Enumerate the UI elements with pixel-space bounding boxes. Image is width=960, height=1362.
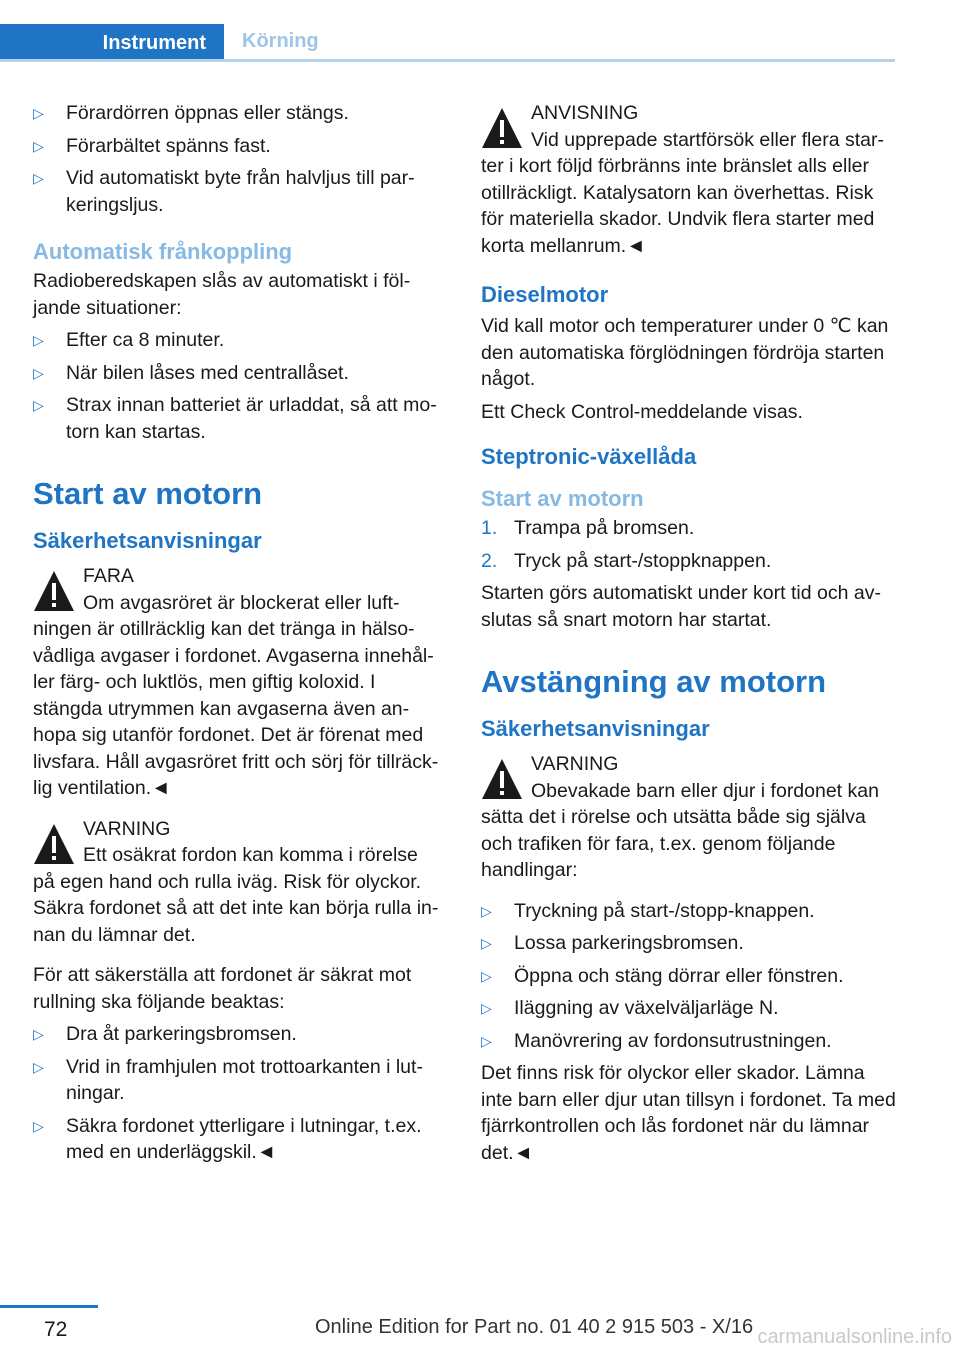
- tab-instrument[interactable]: Instrument: [0, 24, 224, 62]
- notice: [481, 100, 896, 259]
- bullet-list-2: [33, 327, 448, 445]
- notice-text: ter i kort följd förbränns inte bränslet alls eller otillräckligt. Katalysatorn kan överhettas. Risk för materiella skador. Undvik flera starter med korta mellanrum.◄: [481, 155, 875, 257]
- bullet-icon: ▷: [33, 170, 44, 186]
- bullet-icon: ▷: [33, 1026, 44, 1042]
- steptronic-heading: Steptronic-växellåda: [481, 444, 697, 469]
- bullet-icon: ▷: [481, 935, 492, 951]
- list-item: ▷ Vid automatiskt byte från halvljus till par-keringsljus.: [33, 167, 415, 216]
- warning-text-line1: Obevakade barn eller djur i fordonet kan: [531, 779, 879, 802]
- warning-text: sätta det i rörelse och utsätta både sig själva och trafiken för fara, t.ex. genom följande handlingar:: [481, 806, 866, 881]
- tab-korning[interactable]: Körning: [242, 30, 319, 52]
- start-steps: [481, 515, 896, 574]
- bullet-icon: ▷: [481, 967, 492, 984]
- bullet-icon: ▷: [33, 364, 44, 381]
- check-control-text: Ett Check Control-meddelande visas.: [481, 400, 803, 423]
- safety-heading: Säkerhetsanvisningar: [33, 528, 262, 553]
- warning-notice: [481, 751, 896, 884]
- left-column: [33, 100, 448, 1172]
- list-item: ▷ Förardörren öppnas eller stängs.: [33, 100, 448, 127]
- diesel-heading: Dieselmotor: [481, 282, 609, 307]
- list-item: ▷ Manövrering av fordonsutrustningen.: [481, 1028, 896, 1055]
- list-item: ▷ Dra åt parkeringsbromsen.: [33, 1021, 448, 1048]
- bullet-icon: ▷: [33, 137, 44, 154]
- edition-text: Online Edition for Part no. 01 40 2 915 503 - X/16: [315, 1316, 754, 1338]
- step-item: 2. Tryck på start-/stoppknappen.: [481, 548, 896, 575]
- bullet-icon: ▷: [481, 1000, 492, 1016]
- bullet-list-3: [33, 1021, 448, 1166]
- bullet-list-actions: [481, 898, 896, 1055]
- step-item: 1. Trampa på bromsen.: [481, 515, 896, 542]
- auto-disconnect-heading: Automatisk frånkoppling: [33, 239, 293, 264]
- bullet-icon: ▷: [33, 1058, 44, 1075]
- list-item: ▷ Öppna och stäng dörrar eller fönstren.: [481, 963, 896, 990]
- notice-text-line1: Vid upprepade startförsök eller flera star-: [531, 128, 884, 151]
- start-text: Starten görs automatiskt under kort tid och av-slutas så snart motorn har startat.: [481, 582, 881, 631]
- warning-title: VARNING: [531, 753, 619, 775]
- safety-heading: Säkerhetsanvisningar: [481, 716, 710, 741]
- warning-text-line1: Ett osäkrat fordon kan komma i rörelse: [83, 844, 418, 866]
- warning-triangle-icon: [33, 569, 75, 613]
- list-item: ▷ Efter ca 8 minuter.: [33, 327, 448, 354]
- header-rule: [0, 59, 895, 62]
- danger-title: FARA: [83, 565, 134, 587]
- list-item: ▷ Iläggning av växelväljarläge N.: [481, 995, 896, 1022]
- danger-notice: [33, 563, 448, 802]
- bullet-list-1: [33, 100, 448, 218]
- start-engine-subheading: Start av motorn: [481, 486, 644, 511]
- bullet-icon: ▷: [481, 902, 492, 919]
- auto-disconnect-text: Radioberedskapen slås av automatiskt i föl-jande situationer:: [33, 270, 411, 319]
- footer-rule: [0, 1305, 98, 1308]
- warning-triangle-icon: [33, 822, 75, 866]
- list-item: ▷ När bilen låses med centrallåset.: [33, 360, 448, 387]
- list-item: ▷ Strax innan batteriet är urladdat, så att mo-torn kan startas.: [33, 394, 437, 443]
- bullet-icon: ▷: [481, 1032, 492, 1049]
- start-engine-heading: Start av motorn: [33, 476, 263, 511]
- warning-triangle-icon: [481, 106, 523, 150]
- bullet-icon: ▷: [33, 1117, 44, 1134]
- notice-title: ANVISNING: [531, 102, 639, 124]
- bullet-icon: ▷: [33, 105, 44, 121]
- danger-text: ningen är otillräcklig kan det tränga in hälso-vådliga avgaser i fordonet. Avgaserna innehål-ler färg- och luktlös, men giftig koloxid. I stängda utrymmen kan avgaserna även an-hopa sig utanför fordonet. Det är förenat med livsfara. Håll avgasröret fritt och sörj för tillräck-lig ventilation.◄: [33, 618, 439, 799]
- page-number: 72: [44, 1318, 68, 1341]
- watermark: carmanualsonline.info: [757, 1326, 952, 1348]
- list-item: ▷ Säkra fordonet ytterligare i lutningar, t.ex. med en underläggskil.◄: [33, 1114, 422, 1163]
- warning-notice: [33, 816, 448, 949]
- secure-text: För att säkerställa att fordonet är säkrat mot rullning ska följande beaktas:: [33, 964, 412, 1013]
- right-column: [481, 100, 896, 1172]
- page-header: [0, 0, 895, 62]
- list-item: ▷ Tryckning på start-/stopp-knappen.: [481, 898, 896, 925]
- list-item: ▷ Vrid in framhjulen mot trottoarkanten i lut-ningar.: [33, 1055, 423, 1104]
- list-item: ▷ Lossa parkeringsbromsen.: [481, 930, 896, 957]
- step-number: 2.: [481, 549, 498, 572]
- danger-text-line1: Om avgasröret är blockerat eller luft-: [83, 591, 400, 614]
- final-text: Det finns risk för olyckor eller skador. Lämna inte barn eller djur utan tillsyn i fordonet. Ta med fjärrkontrollen och lås fordonet när du lämnar det.◄: [481, 1062, 896, 1164]
- stop-engine-heading: Avstängning av motorn: [481, 664, 827, 699]
- bullet-icon: ▷: [33, 397, 44, 413]
- step-number: 1.: [481, 517, 498, 539]
- list-item: ▷ Förarbältet spänns fast.: [33, 133, 448, 160]
- warning-title: VARNING: [83, 817, 171, 840]
- bullet-icon: ▷: [33, 332, 44, 348]
- warning-text: på egen hand och rulla iväg. Risk för olyckor. Säkra fordonet så att det inte kan börja rulla in-nan du lämnar det.: [33, 870, 439, 946]
- diesel-text: Vid kall motor och temperaturer under 0 ℃ kan den automatiska förglödningen fördröja starten något.: [481, 315, 889, 390]
- warning-triangle-icon: [481, 757, 523, 801]
